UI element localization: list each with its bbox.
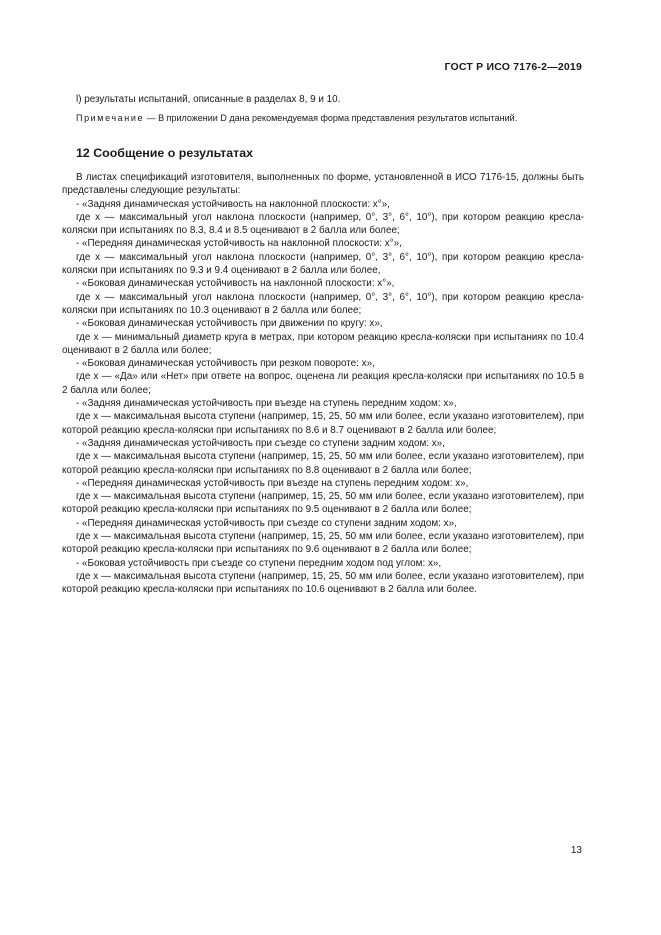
result-item-bullet: - «Передняя динамическая устойчивость при съезде со ступени задним ходом: х»,	[76, 517, 457, 529]
result-item-description: где х — минимальный диаметр круга в метрах, при котором реакцию кресла-коляски при испытаниях по 10.4 оценивают в 2 балла или более;	[62, 331, 584, 356]
result-item-description: где х — максимальная высота ступени (например, 15, 25, 50 мм или более, если указано изготовителем), при которой реакцию кресла-коляски при испытаниях по 9.6 оценивают в 2 балла или более;	[62, 531, 584, 556]
note	[62, 112, 584, 125]
section-body	[62, 171, 584, 597]
result-item-description: где х — максимальный угол наклона плоскости (например, 0°, 3°, 6°, 10°), при котором реакцию кресла-коляски при испытаниях по 8.3, 8.4 и 8.5 оценивают в 2 балла или более;	[62, 211, 584, 237]
result-item-bullet: - «Боковая устойчивость при съезде со ступени передним ходом под углом: х»,	[76, 557, 442, 569]
result-item-bullet: - «Боковая динамическая устойчивость при резком повороте: х»,	[76, 358, 375, 370]
result-item-bullet: - «Задняя динамическая устойчивость на наклонной плоскости: х°»,	[76, 198, 390, 210]
result-item-bullet: - «Боковая динамическая устойчивость на наклонной плоскости: х°»,	[76, 278, 395, 290]
note-text: — В приложении D дана рекомендуемая форма представления результатов испытаний.	[144, 113, 518, 123]
note-block	[62, 112, 584, 125]
intro-block	[62, 93, 584, 106]
result-item-description: где х — максимальный угол наклона плоскости (например, 0°, 3°, 6°, 10°), при котором реакцию кресла-коляски при испытаниях по 9.3 и 9.4 оценивают в 2 балла или более,	[62, 251, 584, 277]
result-item-description: где х — максимальная высота ступени (например, 15, 25, 50 мм или более, если указано изготовителем), при которой реакцию кресла-коляски при испытаниях по 8.8 оценивают в 2 балла или более;	[62, 451, 584, 476]
result-item-bullet: - «Передняя динамическая устойчивость при въезде на ступень передним ходом: х»,	[76, 477, 469, 489]
result-item-description: где х — максимальный угол наклона плоскости (например, 0°, 3°, 6°, 10°), при котором реакцию кресла-коляски при испытаниях по 10.3 оценивают в 2 балла или более;	[62, 291, 584, 316]
results-list	[62, 198, 584, 597]
section-lead: В листах спецификаций изготовителя, выполненных по форме, установленной в ИСО 7176-15, должны быть представлены следующие результаты:	[62, 172, 584, 197]
section-heading: 12 Сообщение о результатах	[76, 146, 254, 160]
page-number: 13	[570, 845, 582, 856]
note-label: Примечание	[76, 113, 145, 123]
result-item-bullet: - «Боковая динамическая устойчивость при движении по кругу: х»,	[76, 318, 383, 330]
list-item-l: l) результаты испытаний, описанные в разделах 8, 9 и 10.	[76, 94, 341, 105]
document-header: ГОСТ Р ИСО 7176-2—2019	[444, 61, 582, 73]
result-item-description: где х — максимальная высота ступени (например, 15, 25, 50 мм или более, если указано изготовителем), при которой реакцию кресла-коляски при испытаниях по 8.6 и 8.7 оценивают в 2 балла или более;	[62, 411, 584, 436]
result-item-bullet: - «Передняя динамическая устойчивость на наклонной плоскости: х°»,	[76, 238, 402, 250]
result-item-bullet: - «Задняя динамическая устойчивость при въезде на ступень передним ходом: х»,	[76, 398, 457, 410]
result-item-description: где х — «Да» или «Нет» при ответе на вопрос, оценена ли реакция кресла-коляски при испытаниях по 10.5 в 2 балла или более;	[62, 371, 584, 396]
result-item-bullet: - «Задняя динамическая устойчивость при съезде со ступени задним ходом: х»,	[76, 437, 445, 449]
result-item-description: где х — максимальная высота ступени (например, 15, 25, 50 мм или более, если указано изготовителем), при которой реакцию кресла-коляски при испытаниях по 10.6 оценивают в 2 балла или более.	[62, 570, 584, 596]
result-item-description: где х — максимальная высота ступени (например, 15, 25, 50 мм или более, если указано изготовителем), при которой реакцию кресла-коляски при испытаниях по 9.5 оценивают в 2 балла или более;	[62, 491, 584, 516]
